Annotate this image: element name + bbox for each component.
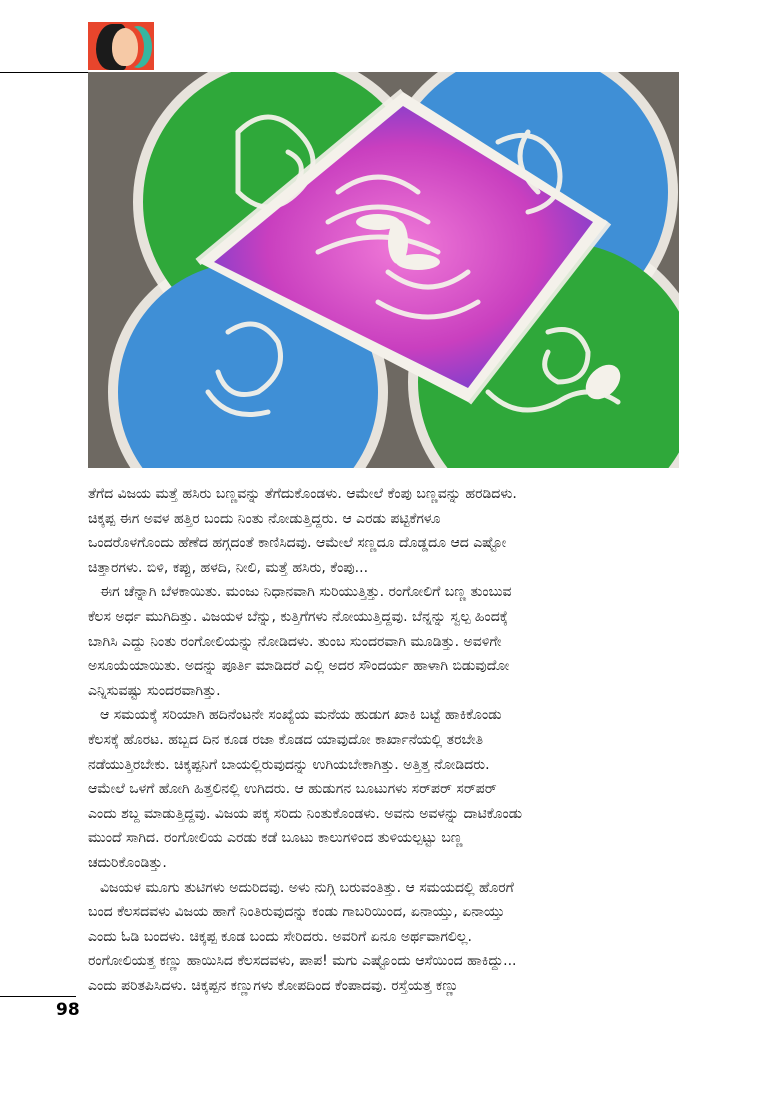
body-text [88,482,688,998]
body-line: ಅಸೂಯೆಯಾಯಿತು. ಅದನ್ನು ಪೂರ್ತಿ ಮಾಡಿದರೆ ಎಲ್ಲಿ ಅದರ ಸೌಂದರ್ಯ ಹಾಳಾಗಿ ಬಿಡುವುದೋ [88,658,510,675]
body-line: ಚಿತ್ತಾರಗಳು. ಬಿಳಿ, ಕಪ್ಪು, ಹಳದಿ, ನೀಲಿ, ಮತ್ತೆ ಹಸಿರು, ಕೆಂಪು... [88,559,369,576]
body-line: ವಿಜಯಳ ಮೂಗು ತುಟಿಗಳು ಅದುರಿದವು. ಅಳು ನುಗ್ಗಿ ಬರುವಂತಿತ್ತು. ಆ ಸಮಯದಲ್ಲಿ ಹೊರಗೆ [100,879,514,896]
body-line: ಬಂದ ಕೆಲಸದವಳು ವಿಜಯ ಹಾಗೆ ನಿಂತಿರುವುದನ್ನು ಕಂಡು ಗಾಬರಿಯಿಂದ, ಏನಾಯ್ತು, ಏನಾಯ್ತು [88,904,505,921]
body-line: ಆ ಸಮಯಕ್ಕೆ ಸರಿಯಾಗಿ ಹದಿನೆಂಟನೇ ಸಂಖ್ಯೆಯ ಮನೆಯ ಹುಡುಗ ಖಾಕಿ ಬಟ್ಟೆ ಹಾಕಿಕೊಂಡು [100,707,502,724]
page-number: 98 [56,1000,80,1020]
body-line: ಎನ್ನಿಸುವಷ್ಟು ಸುಂದರವಾಗಿತ್ತು. [88,682,221,699]
body-line: ಎಂದು ಶಬ್ದ ಮಾಡುತ್ತಿದ್ದವು. ವಿಜಯ ಪಕ್ಕ ಸರಿದು ನಿಂತುಕೊಂಡಳು. ಅವನು ಅವಳನ್ನು ದಾಟಿಕೊಂಡು [88,805,523,822]
body-line: ಆಮೇಲೆ ಒಳಗೆ ಹೋಗಿ ಹಿತ್ತಲಿನಲ್ಲಿ ಉಗಿದರು. ಆ ಹುಡುಗನ ಬೂಟುಗಳು ಸರ್‌ಪರ್ ಸರ್‌ಪರ್ [88,781,497,798]
rangoli-photo [88,72,679,468]
body-line: ಬಾಗಿಸಿ ಎದ್ದು ನಿಂತು ರಂಗೋಲಿಯನ್ನು ನೋಡಿದಳು. ತುಂಬ ಸುಂದರವಾಗಿ ಮೂಡಿತ್ತು. ಅವಳಿಗೇ [88,633,502,650]
body-line: ನಡೆಯುತ್ತಿರಬೇಕು. ಚಿಕ್ಕಪ್ಪನಿಗೆ ಬಾಯಲ್ಲಿರುವುದನ್ನು ಉಗಿಯಬೇಕಾಗಿತ್ತು. ಅತ್ತಿತ್ತ ನೋಡಿದರು. [88,756,490,773]
body-line: ಎಂದು ಪರಿತಪಿಸಿದಳು. ಚಿಕ್ಕಪ್ಪನ ಕಣ್ಣುಗಳು ಕೋಪದಿಂದ ಕೆಂಪಾದವು. ರಸ್ತೆಯತ್ತ ಕಣ್ಣು [88,977,459,994]
body-line: ಮುಂದೆ ಸಾಗಿದ. ರಂಗೋಲಿಯ ಎರಡು ಕಡೆ ಬೂಟು ಕಾಲುಗಳಿಂದ ತುಳಿಯಲ್ಪಟ್ಟು ಬಣ್ಣ [88,830,463,847]
body-line: ಒಂದರೊಳಗೊಂದು ಹೆಣೆದ ಹಗ್ಗದಂತೆ ಕಾಣಿಸಿದವು. ಆಮೇಲೆ ಸಣ್ಣದೂ ದೊಡ್ಡದೂ ಆದ ಎಷ್ಟೋ [88,535,507,552]
body-line: ಎಂದು ಓಡಿ ಬಂದಳು. ಚಿಕ್ಕಪ್ಪ ಕೂಡ ಬಂದು ಸೇರಿದರು. ಅವರಿಗೆ ಏನೂ ಅರ್ಥವಾಗಲಿಲ್ಲ. [88,928,472,945]
body-line: ರಂಗೋಲಿಯತ್ತ ಕಣ್ಣು ಹಾಯಿಸಿದ ಕೆಲಸದವಳು, ಪಾಪ! ಮಗು ಎಷ್ಟೊಂದು ಆಸೆಯಿಂದ ಹಾಕಿದ್ದು... [88,953,517,970]
body-line: ಚದುರಿಕೊಂಡಿತ್ತು. [88,854,167,871]
footer-rule [0,996,76,997]
magazine-logo [88,22,154,70]
body-line: ಕೆಲಸಕ್ಕೆ ಹೊರಟ. ಹಬ್ಬದ ದಿನ ಕೂಡ ರಜಾ ಕೊಡದ ಯಾವುದೋ ಕಾರ್ಖಾನೆಯಲ್ಲಿ ತರಬೇತಿ [88,731,484,748]
body-line: ತೆಗೆದ ವಿಜಯ ಮತ್ತೆ ಹಸಿರು ಬಣ್ಣವನ್ನು ತೆಗೆದುಕೊಂಡಳು. ಆಮೇಲೆ ಕೆಂಪು ಬಣ್ಣವನ್ನು ಹರಡಿದಳು. [88,486,517,502]
body-line: ಕೆಲಸ ಅರ್ಧ ಮುಗಿದಿತ್ತು. ವಿಜಯಳ ಬೆನ್ನು, ಕುತ್ತಿಗೆಗಳು ನೋಯುತ್ತಿದ್ದವು. ಬೆನ್ನನ್ನು ಸ್ವಲ್ಪ ಹಿಂದಕ್ಕೆ [88,608,508,625]
body-line: ಈಗ ಚೆನ್ನಾಗಿ ಬೆಳಕಾಯಿತು. ಮಂಜು ನಿಧಾನವಾಗಿ ಸುರಿಯುತ್ತಿತ್ತು. ರಂಗೋಲಿಗೆ ಬಣ್ಣ ತುಂಬುವ [100,584,512,601]
body-line: ಚಿಕ್ಕಪ್ಪ ಈಗ ಅವಳ ಹತ್ತಿರ ಬಂದು ನಿಂತು ನೋಡುತ್ತಿದ್ದರು. ಆ ಎರಡು ಪಟ್ಟಿಕೆಗಳೂ [88,510,441,527]
